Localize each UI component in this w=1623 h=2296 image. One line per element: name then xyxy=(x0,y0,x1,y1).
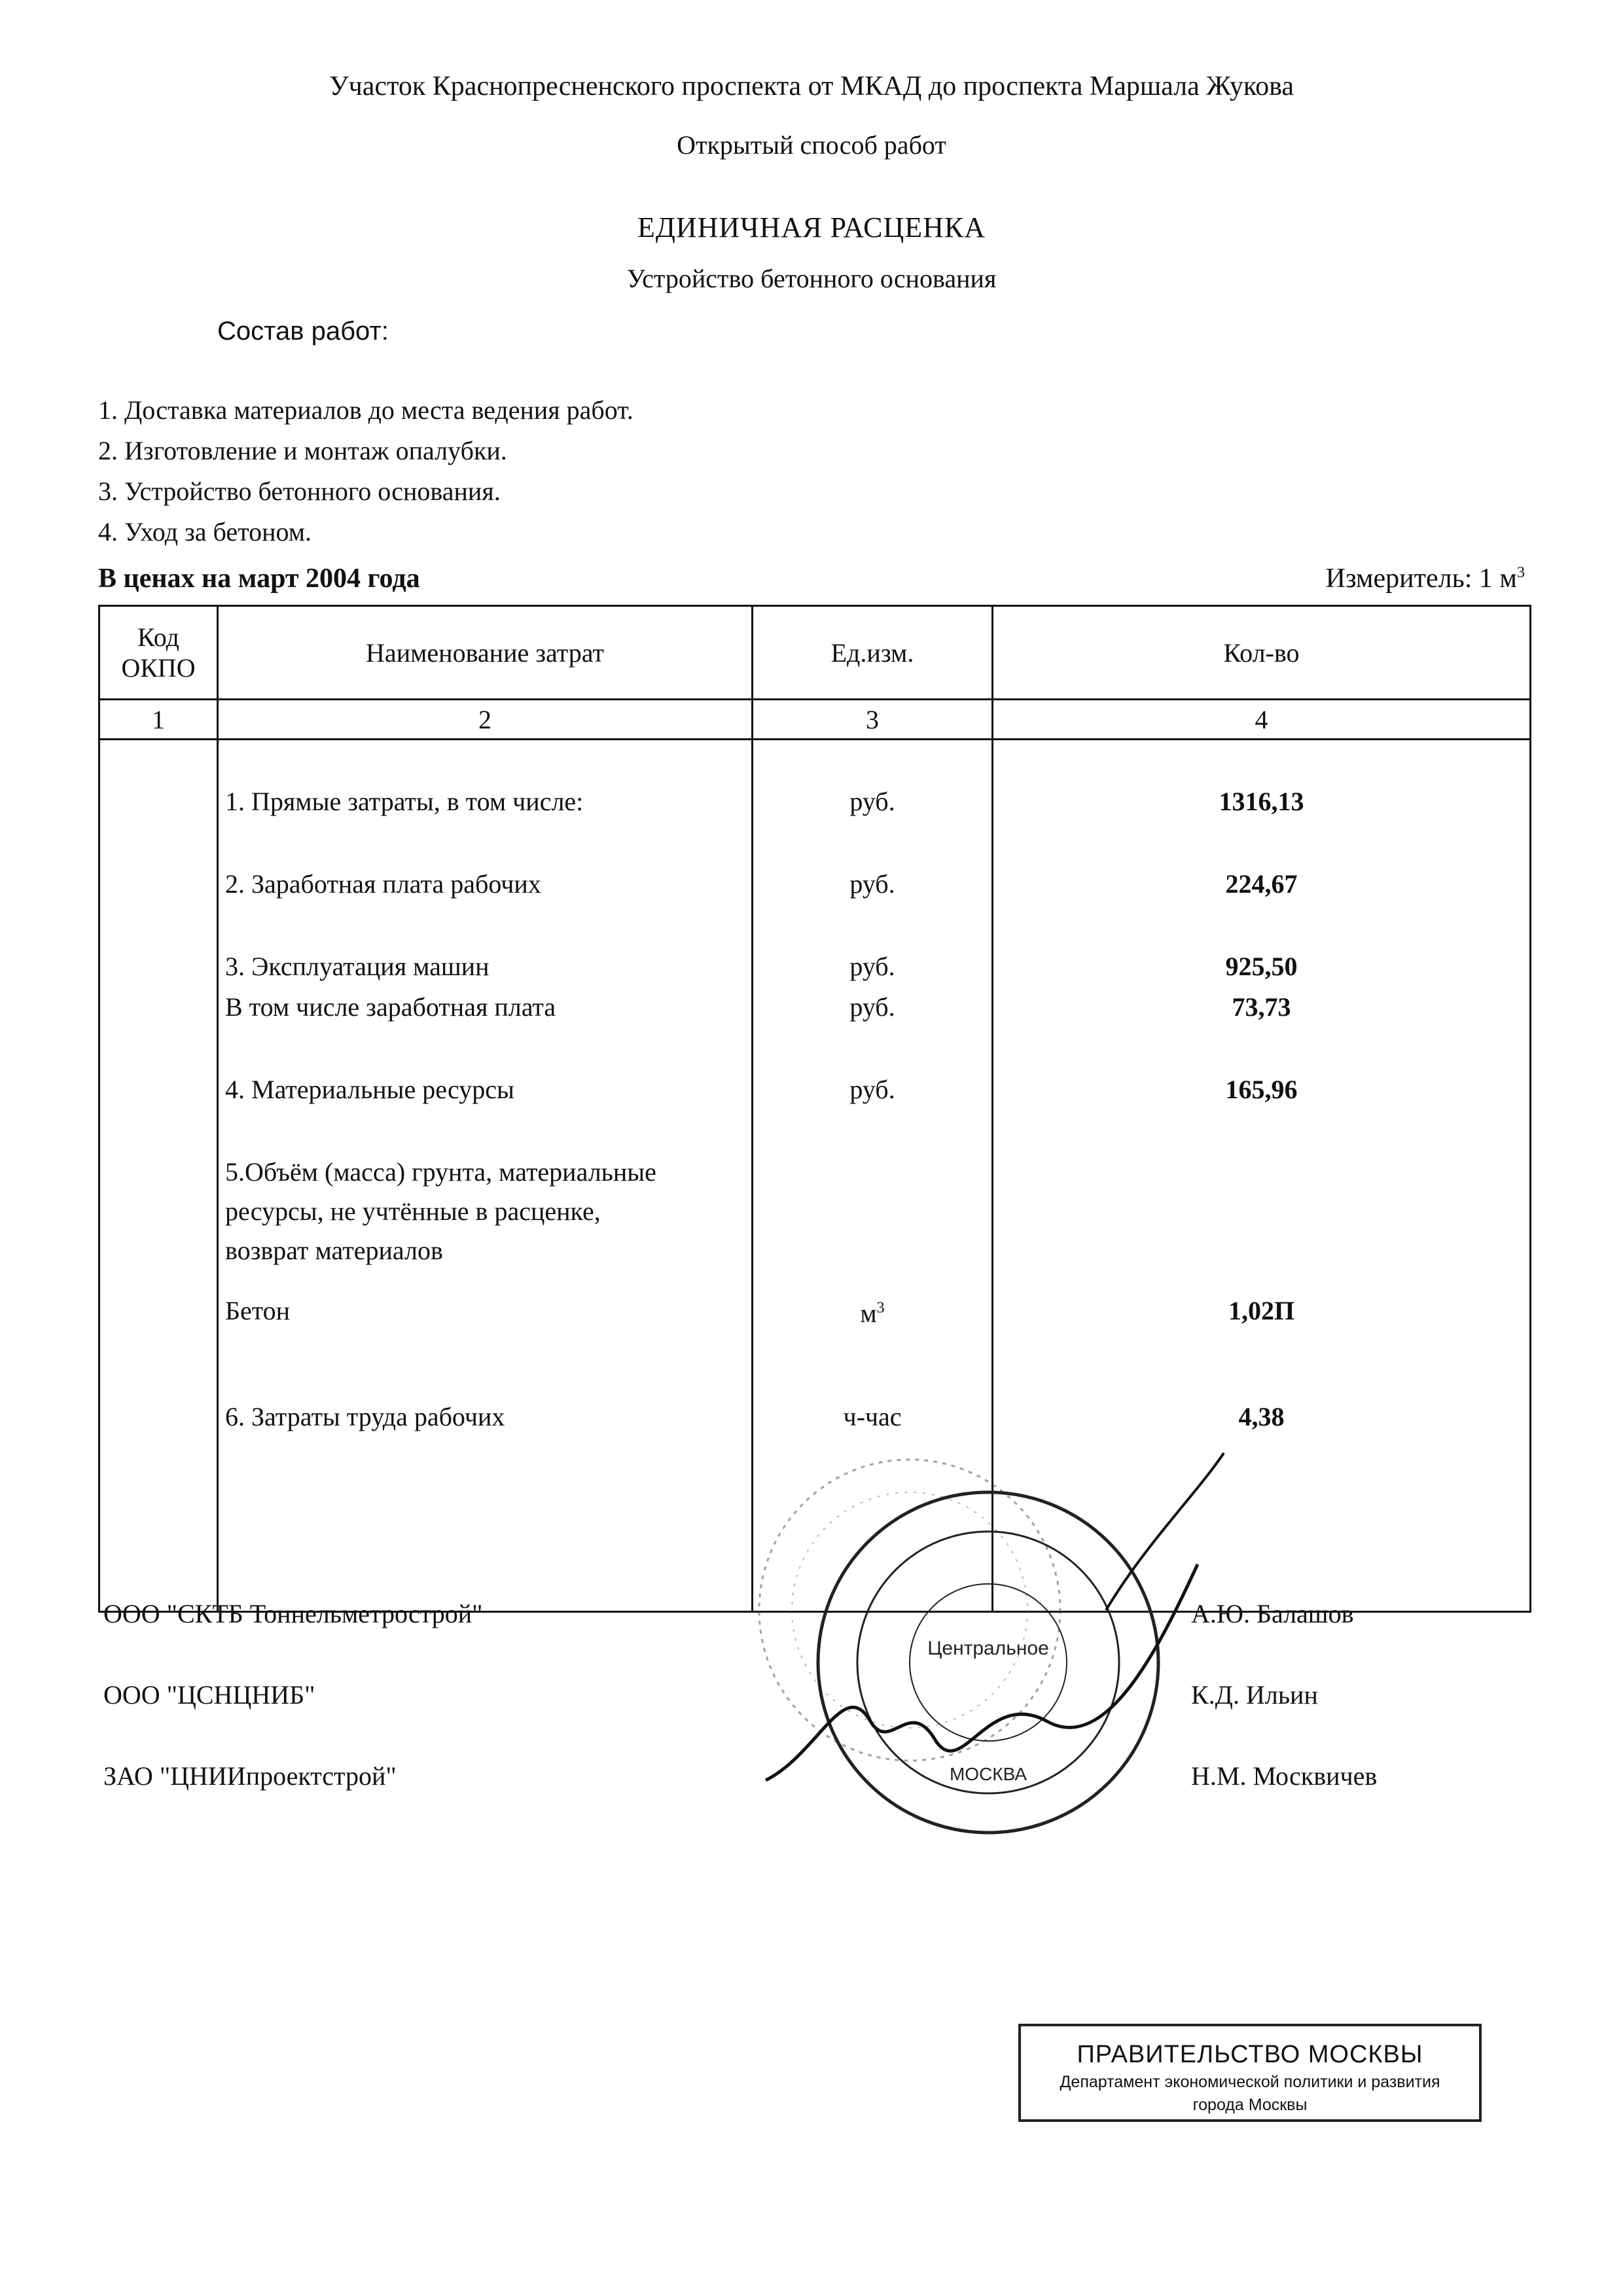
signatory-person: К.Д. Ильин xyxy=(1191,1680,1318,1710)
cost-value: 1316,13 xyxy=(1219,787,1304,816)
signatory-org: ООО "ЦСНЦНИБ" xyxy=(103,1680,315,1710)
cost-unit: руб. xyxy=(849,1075,895,1104)
seal-center-ring xyxy=(910,1584,1067,1741)
table-header-row xyxy=(99,606,1531,700)
stamp-line1: ПРАВИТЕЛЬСТВО МОСКВЫ xyxy=(1077,2041,1423,2068)
index-cell: 4 xyxy=(993,700,1531,740)
cost-name: 5.Объём (масса) грунта, материальные xyxy=(225,1157,656,1187)
cost-value: 73,73 xyxy=(1232,992,1291,1022)
cost-unit-text: м xyxy=(860,1299,877,1328)
seal-center-line: Центральное xyxy=(927,1638,1049,1659)
cost-name: ресурсы, не учтённые в расценке, xyxy=(225,1196,601,1226)
seal-city: МОСКВА xyxy=(949,1764,1027,1784)
cost-unit: руб. xyxy=(849,869,895,899)
signatory-person: Н.М. Москвичев xyxy=(1191,1761,1378,1791)
header-code xyxy=(99,606,218,700)
stamp-line2: Департамент экономической политики и развития xyxy=(1060,2073,1440,2091)
cost-name: 2. Заработная плата рабочих xyxy=(225,869,541,899)
cost-name: 1. Прямые затраты, в том числе: xyxy=(225,787,584,816)
seal-center-text xyxy=(927,1638,1049,1659)
unit-meter-label: Измеритель: 1 м xyxy=(1325,564,1517,594)
document-section-title: Участок Краснопресненского проспекта от МКАД до проспекта Маршала Жукова xyxy=(329,71,1294,101)
cost-unit-sup: 3 xyxy=(876,1299,885,1317)
signature-stroke xyxy=(1106,1453,1224,1610)
document-title: ЕДИНИЧНАЯ РАСЦЕНКА xyxy=(637,211,986,243)
signatory-org: ООО "СКТБ Тоннельметрострой" xyxy=(103,1599,483,1628)
header-unit: Ед.изм. xyxy=(753,606,993,700)
index-cell: 2 xyxy=(218,700,753,740)
cost-value: 1,02П xyxy=(1228,1296,1295,1325)
index-cell: 3 xyxy=(753,700,993,740)
stamp-line3: города Москвы xyxy=(1192,2096,1308,2114)
work-composition-label: Состав работ: xyxy=(217,317,389,346)
code-column-body xyxy=(99,740,218,1612)
header-code-line2: ОКПО xyxy=(121,653,196,683)
cost-name: В том числе заработная плата xyxy=(225,992,556,1022)
cost-name: возврат материалов xyxy=(225,1236,443,1265)
work-step: 4. Уход за бетоном. xyxy=(98,517,312,547)
signatory-person: А.Ю. Балашов xyxy=(1191,1599,1354,1628)
work-method: Открытый способ работ xyxy=(677,130,946,160)
cost-value: 224,67 xyxy=(1225,869,1298,899)
cost-unit xyxy=(753,1298,991,1329)
work-step: 2. Изготовление и монтаж опалубки. xyxy=(98,436,507,465)
work-steps-list xyxy=(98,390,633,552)
cost-name: 6. Затраты труда рабочих xyxy=(225,1402,505,1431)
price-date: В ценах на март 2004 года xyxy=(98,564,420,594)
round-seal-stamps xyxy=(740,1414,1237,1911)
unit-meter-sup: 3 xyxy=(1517,564,1525,581)
document-subtitle: Устройство бетонного основания xyxy=(626,264,997,293)
cost-name: 3. Эксплуатация машин xyxy=(225,952,490,981)
index-cell: 1 xyxy=(99,700,218,740)
cost-unit: руб. xyxy=(849,787,895,816)
cost-unit: руб. xyxy=(849,952,895,981)
cost-name: Бетон xyxy=(225,1296,291,1325)
cost-unit: руб. xyxy=(849,992,895,1022)
government-stamp xyxy=(1018,2024,1482,2122)
header-qty: Кол-во xyxy=(993,606,1531,700)
work-step: 3. Устройство бетонного основания. xyxy=(98,476,501,506)
header-code-line1: Код xyxy=(137,622,179,652)
cost-unit: ч-час xyxy=(843,1402,902,1431)
header-name: Наименование затрат xyxy=(218,606,753,700)
cost-value: 925,50 xyxy=(1225,952,1298,981)
unit-meter xyxy=(1326,563,1525,594)
seal-inner-ring xyxy=(857,1532,1119,1793)
table-index-row xyxy=(99,700,1531,740)
cost-value: 4,38 xyxy=(1238,1402,1285,1431)
work-step: 1. Доставка материалов до места ведения работ. xyxy=(98,395,633,425)
name-column-body xyxy=(218,740,753,1612)
cost-name: 4. Материальные ресурсы xyxy=(225,1075,514,1104)
signatory-org: ЗАО "ЦНИИпроектстрой" xyxy=(103,1761,397,1791)
cost-value: 165,96 xyxy=(1225,1075,1298,1104)
